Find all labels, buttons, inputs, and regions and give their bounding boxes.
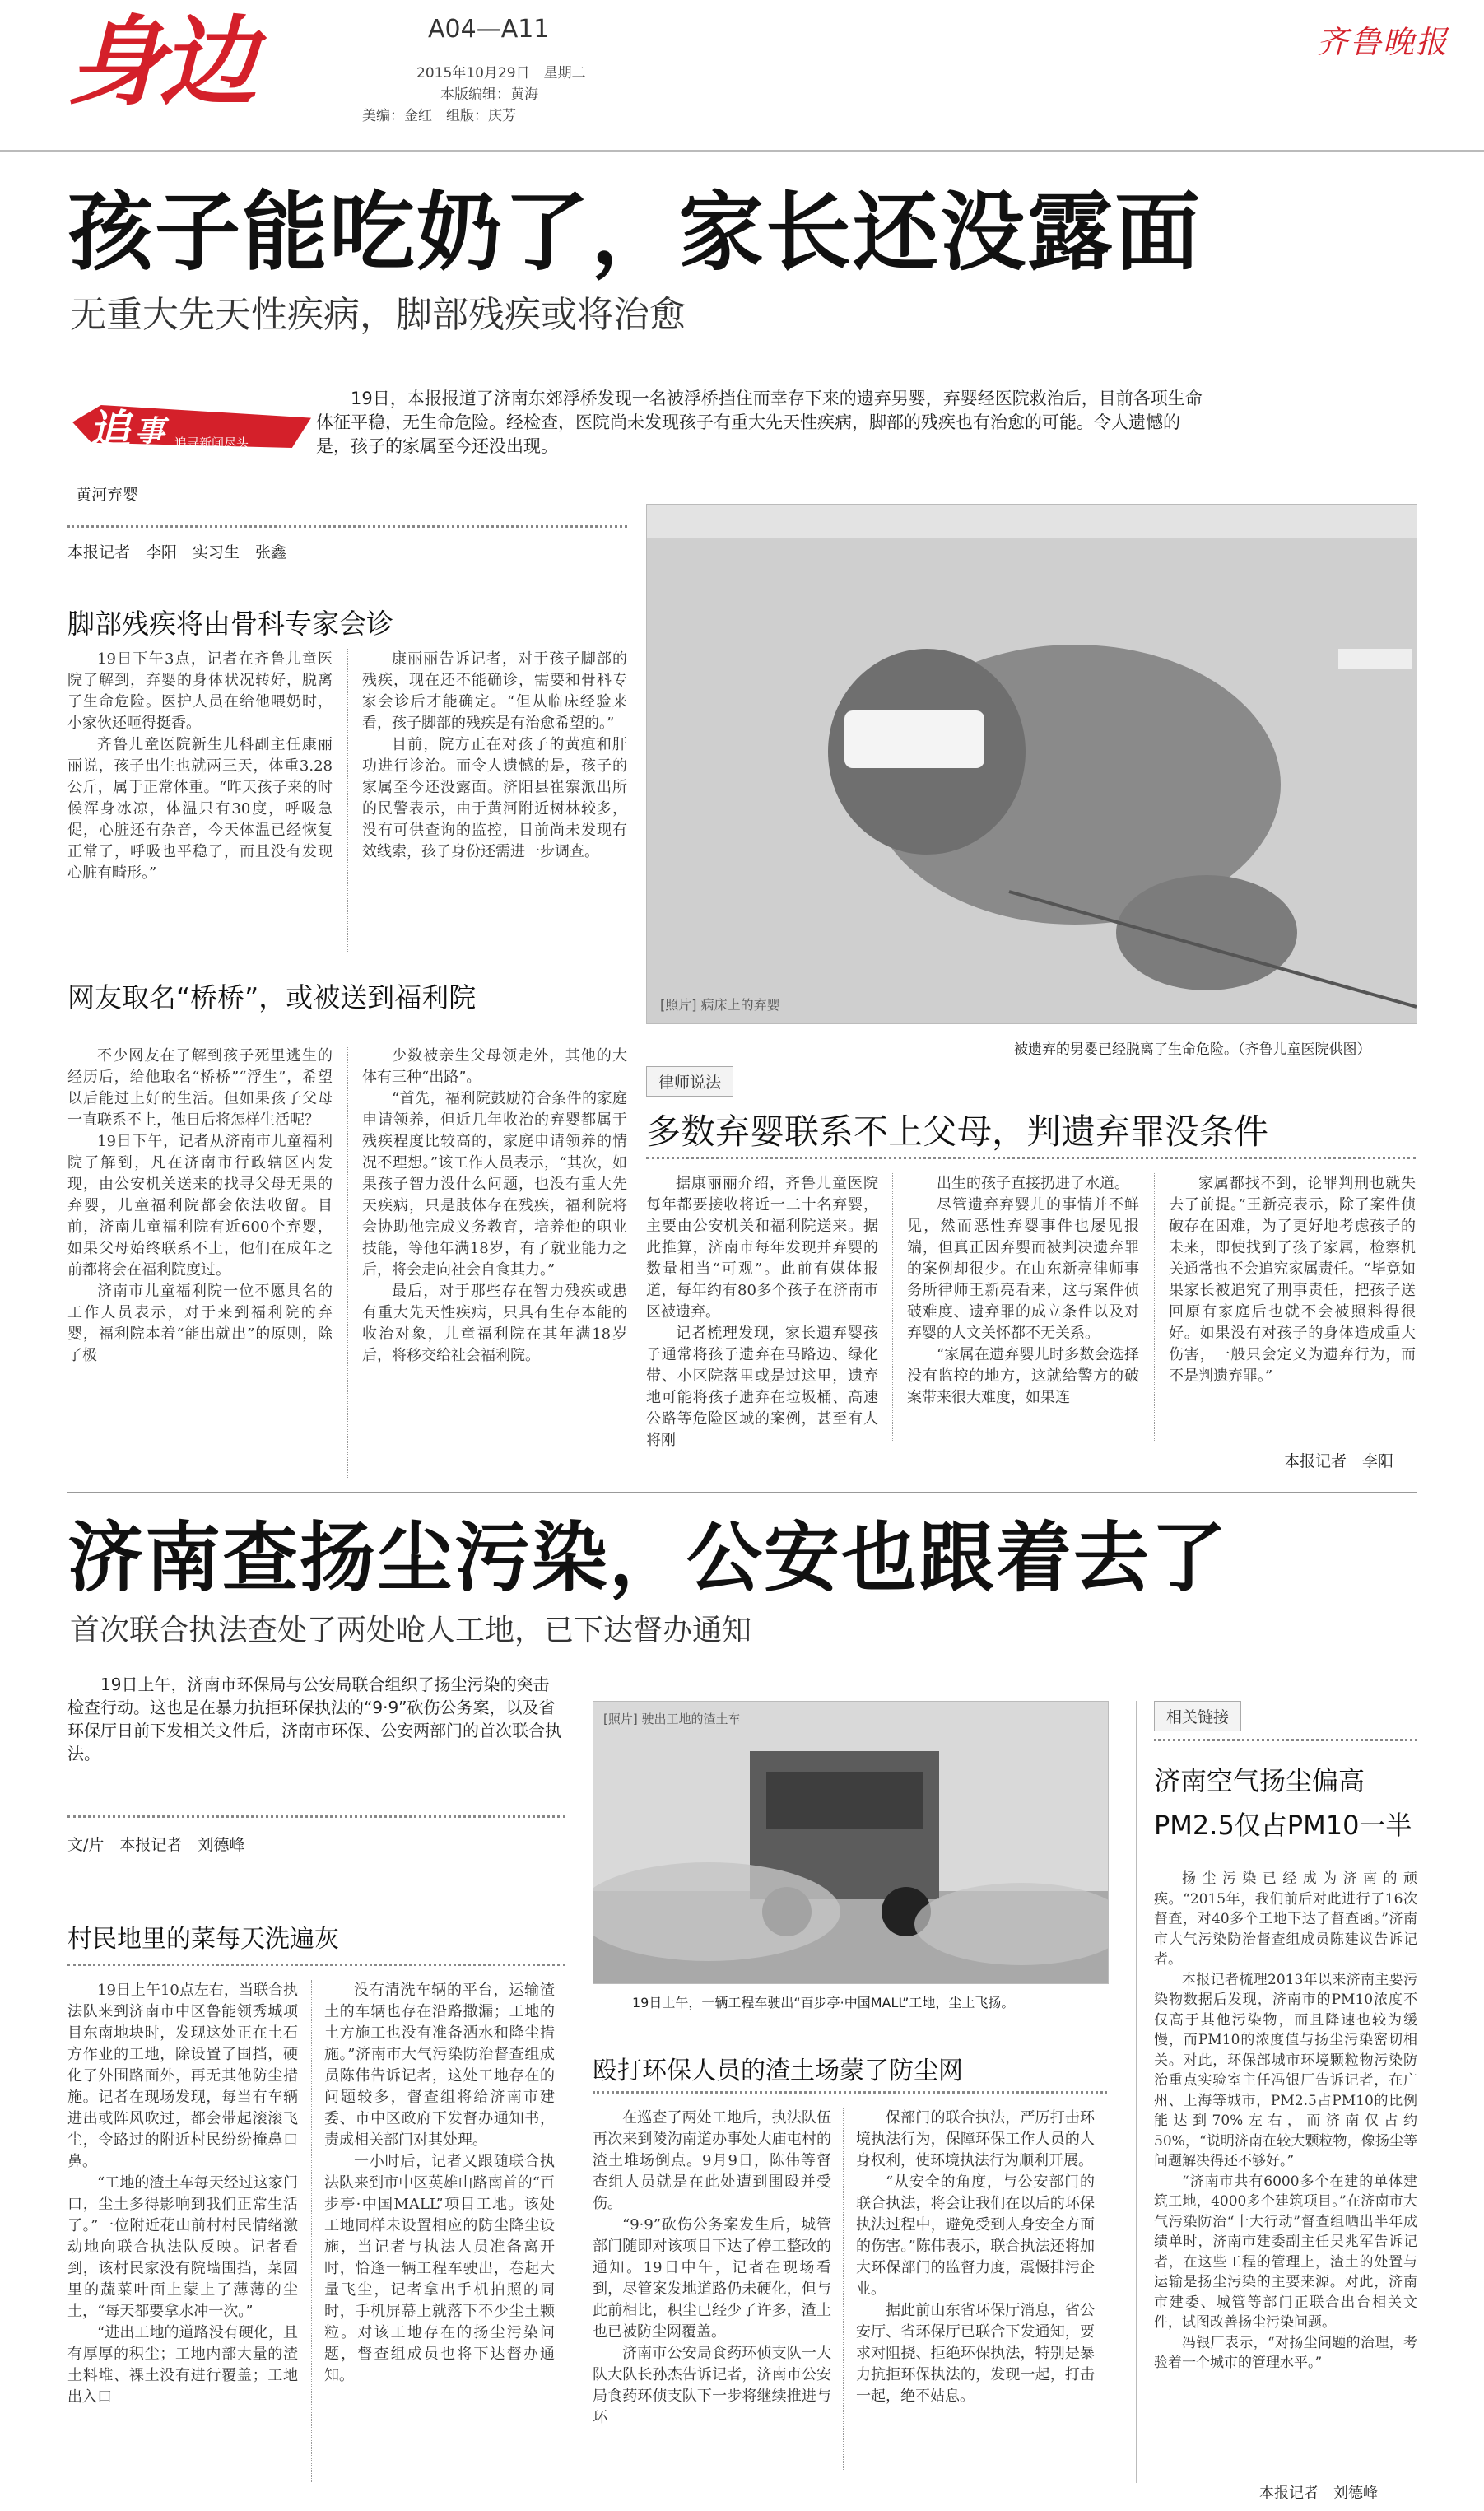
lawyer-tag: 律师说法: [646, 1066, 733, 1097]
truck-photo-caption: 19日上午，一辆工程车驶出“百步亭·中国MALL”工地，尘土飞扬。: [632, 1995, 1015, 2010]
story1-sub2: 网友取名“桥桥”，或被送到福利院: [67, 981, 477, 1013]
section-title: 身边: [67, 5, 253, 119]
lawyer-col-1: 据康丽丽介绍，齐鲁儿童医院每年都要接收将近一二十名弃婴，主要由公安机关和福利院送来。据此推算，济南市每年发现并弃婴的数量相当“可观”。此前有媒体报道，每年约有80多个孩子在济南市区被遗弃。 记者梳理发现，家长遗弃婴孩子通常将孩子遗弃在马路边、绿化带、小区院落里或是过这里，遗弃地可能将孩子遗弃在垃圾桶、高速公路等危险区域的案例，甚至有人将刚: [646, 1175, 878, 1449]
tag-second-char: 事: [135, 415, 165, 449]
masthead-rule: [0, 150, 1484, 152]
sub2-col-1: 不少网友在了解到孩子死里逃生的经历后，给他取名“桥桥”“浮生”，希望以后能过上好的生活。但如果孩子父母一直联系不上，他日后将怎样生活呢？ 19日下午，记者从济南市儿童福利院了解到，凡在济南市行政辖区内发现，由公安机关送来的找寻父母无果的弃婴，儿童福利院都会依法收留。目前，济南儿童福利院有近600个弃婴，如果父母始终联系不上，他们在成年之前都将会在福利院度过。 济南市儿童福利院一位不愿具名的工作人员表示，对于来到福利院的弃婴，福利院本着“能出就出”的原则，除了极: [67, 1047, 333, 1364]
story1-headline: 孩子能吃奶了，家长还没露面: [67, 182, 1203, 282]
baby-photo-label: [照片] 病床上的弃婴: [660, 997, 780, 1013]
sidebar-headline-2: PM2.5仅占PM10一半: [1154, 1810, 1412, 1841]
lawyer-byline: 本报记者 李阳: [1284, 1452, 1394, 1470]
lawyer-col-2: 出生的孩子直接扔进了水道。 尽管遗弃弃婴儿的事情并不鲜见，然而恶性弃婴事件也屡见报端，但真正因弃婴而被判决遗弃罪的案例却很少。在山东新亮律师事务所律师王新亮看来，这与案件侦破难度、遗弃罪的成立条件以及对弃婴的人文关怀都不无关系。 “家属在遗弃婴儿时多数会选择没有监控的地方，这就给警方的破案带来很大难度，如果连: [907, 1175, 1139, 1406]
baby-photo: [646, 504, 1417, 1024]
sidebar-headline-1: 济南空气扬尘偏高: [1154, 1765, 1365, 1796]
tag-small-text: 追寻新闻尽头: [174, 436, 249, 450]
story1-byline: 本报记者 李阳 实习生 张鑫: [67, 543, 287, 561]
story2-intro: 19日上午，济南市环保局与公安局联合组织了扬尘污染的突击检查行动。这也是在暴力抗拒环保执法的“9·9”砍伤公务案，以及省环保厅日前下发相关文件后，济南市环保、公安两部门的首次联合执法。: [67, 1675, 561, 1763]
sidebar-byline: 本报记者 刘德峰: [1259, 2485, 1378, 2502]
editor-credit: 本版编辑：黄海: [440, 86, 538, 103]
issue-date: 2015年10月29日 星期二: [416, 65, 586, 82]
sidebar-tag: 相关链接: [1154, 1701, 1241, 1731]
story2-col-4: 保部门的联合执法，严厉打击环境执法行为，保障环保工作人员的人身权利，使环境执法行为顺利开展。 “从安全的角度，与公安部门的联合执法，将会让我们在以后的环保执法过程中，避免受到人身安全方面的伤害。”陈伟表示，联合执法还将加大环保部门的监督力度，震慑排污企业。 据此前山东省环保厅消息，省公安厅、省环保厅已联合下发通知，要求对阻挠、拒绝环保执法，特别是暴力抗拒环保执法的，发现一起，打击一起，绝不姑息。: [856, 2109, 1095, 2405]
truck-photo-illustration: [593, 1702, 1108, 1983]
sidebar-col: 扬尘污染已经成为济南的顽疾。“2015年，我们前后对此进行了16次督查，对40多个工地下达了督查函。”济南市大气污染防治督查组成员陈建议告诉记者。 本报记者梳理2013年以来济南主要污染物数据后发现，济南市的PM10浓度不仅高于其他污染物，而且降速也较为缓慢，而PM10的浓度值与扬尘污染密切相关。对此，环保部城市环境颗粒物污染防治重点实验室主任冯银厂告诉记者，在广州、上海等城市，PM2.5占PM10的比例能达到70%左右，而济南仅占约50%，“说明济南在较大颗粒物，像扬尘等问题解决得还不够好。” “济南市共有6000多个在建的单体建筑工地，4000多个建筑项目。”在济南市大气污染防治“十大行动”督查组晒出半年成绩单时，济南市建委副主任吴兆军告诉记者，在这些工程的管理上，渣土的处置与运输是扬尘污染的主要来源。对此，济南市建委、城管等部门正联合出台相关文件，试图改善扬尘污染问题。 冯银厂表示，“对扬尘问题的治理，考验着一个城市的管理水平。”: [1154, 1870, 1417, 2371]
story2-subhead: 首次联合执法查处了两处呛人工地，已下达督办通知: [70, 1614, 752, 1647]
story1-subhead: 无重大先天性疾病，脚部残疾或将治愈: [70, 294, 686, 336]
truck-photo: [593, 1701, 1109, 1984]
story2-sub2: 殴打环保人员的渣土场蒙了防尘网: [593, 2057, 963, 2085]
story2-col-1: 19日上午10点左右，当联合执法队来到济南市中区鲁能领秀城项目东南地块时，发现这处正在土石方作业的工地，除设置了围挡，硬化了外围路面外，再无其他防尘措施。记者在现场发现，每当有车辆进出或阵风吹过，都会带起滚滚飞尘，令路过的附近村民纷纷掩鼻口鼻。 “工地的渣土车每天经过这家门口，尘土多得影响到我们正常生活了。”一位附近花山前村村民情绪激动地向联合执法队反映。记者看到，该村民家没有院墙围挡，菜园里的蔬菜叶面上蒙上了薄薄的尘土，“每天都要拿水冲一次。” “进出工地的道路没有硬化，且有厚厚的积尘；工地内部大量的渣土料堆、裸土没有进行覆盖；工地出入口: [67, 1982, 298, 2406]
story1-sub1: 脚部残疾将由骨科专家会诊: [67, 608, 393, 640]
story2-sub1: 村民地里的菜每天洗遍灰: [67, 1925, 339, 1954]
baby-photo-illustration: [647, 505, 1417, 1023]
story2-col-3: 在巡查了两处工地后，执法队伍再次来到陵沟南道办事处大庙屯村的渣土堆场倒点。9月9日，陈伟等督查组人员就是在此处遭到围殴并受伤。 “9·9”砍伤公务案发生后，城管部门随即对该项目下达了停工整改的通知。19日中午，记者在现场看到，尽管案发地道路仍未硬化，但与此前相比，积尘已经少了许多，渣土也已被防尘网覆盖。 济南市公安局食药环侦支队一大队大队长孙杰告诉记者，济南市公安局食药环侦支队下一步将继续推进与环: [593, 2109, 831, 2426]
truck-photo-label: [照片] 驶出工地的渣土车: [603, 1712, 741, 1726]
tag-caption: 黄河弃婴: [76, 486, 139, 504]
page-range: A04—A11: [428, 15, 550, 44]
art-editor-credit: 美编：金红 组版：庆芳: [362, 108, 516, 124]
story2-byline: 文/片 本报记者 刘德峰: [67, 1836, 245, 1854]
story1-intro: 19日，本报报道了济南东郊浮桥发现一名被浮桥挡住而幸存下来的遗弃男婴，弃婴经医院救治后，目前各项生命体征平稳，无生命危险。经检查，医院尚未发现孩子有重大先天性疾病，脚部的残疾也有治愈的可能。令人遗憾的是，孩子的家属至今还没出现。: [316, 389, 1203, 456]
baby-photo-caption: 被遗弃的男婴已经脱离了生命危险。（齐鲁儿童医院供图）: [1014, 1041, 1371, 1058]
story2-headline: 济南查扬尘污染，公安也跟着去了: [67, 1514, 1229, 1602]
paper-logo: 齐鲁晚报: [1317, 24, 1449, 60]
sub1-col-1: 19日下午3点，记者在齐鲁儿童医院了解到，弃婴的身体状况转好，脱离了生命危险。医护人员在给他喂奶时，小家伙还咂得挺香。 齐鲁儿童医院新生儿科副主任康丽丽说，孩子出生也就两三天，体重3.28公斤，属于正常体重。“昨天孩子来的时候浑身冰凉，体温只有30度，呼吸急促，心脏还有杂音，今天体温已经恢复正常了，呼吸也平稳了，而且没有发现心脏有畸形。”: [67, 650, 333, 882]
lawyer-headline: 多数弃婴联系不上父母，判遗弃罪没条件: [646, 1111, 1269, 1152]
story2-col-2: 没有清洗车辆的平台，运输渣土的车辆也存在沿路撒漏；工地的土方施工也没有准备洒水和降尘措施。”济南市大气污染防治督查组成员陈伟告诉记者，这处工地存在的问题较多，督查组将给济南市建委、市中区政府下发督办通知书，责成相关部门对其处理。 一小时后，记者又跟随联合执法队来到市中区英雄山路南首的“百步亭·中国MALL”项目工地。该处工地同样未设置相应的防尘降尘设施，当记者与执法人员准备离开时，恰逢一辆工程车驶出，卷起大量飞尘，记者拿出手机拍照的同时，手机屏幕上就落下不少尘土颗粒。对该工地存在的扬尘污染问题，督查组成员也将下达督办通知。: [324, 1982, 555, 2384]
tag-main-char: 追: [89, 406, 130, 454]
sub2-col-2: 少数被亲生父母领走外，其他的大体有三种“出路”。 “首先，福利院鼓励符合条件的家庭申请领养，但近几年收治的弃婴都属于残疾程度比较高的，家庭申请领养的情况不理想。”该工作人员表示，“其次，如果孩子智力没什么问题，也没有重大先天疾病，只是肢体存在残疾，福利院将会协助他完成义务教育，培养他的职业技能，等他年满18岁，有了就业能力之后，将会走向社会自食其力。” 最后，对于那些存在智力残疾或患有重大先天性疾病，只具有生存本能的收治对象，儿童福利院在其年满18岁后，将移交给社会福利院。: [362, 1047, 627, 1364]
sub1-col-2: 康丽丽告诉记者，对于孩子脚部的残疾，现在还不能确诊，需要和骨科专家会诊后才能确定。“但从临床经验来看，孩子脚部的残疾是有治愈希望的。” 目前，院方正在对孩子的黄疸和肝功进行诊治。而令人遗憾的是，孩子的家属至今还没露面。济阳县崔寨派出所的民警表示，由于黄河附近树林较多，没有可供查询的监控，目前尚未发现有效线索，孩子身份还需进一步调查。: [362, 650, 627, 860]
lawyer-col-3: 家属都找不到，论罪判刑也就失去了前提。”王新亮表示，除了案件侦破存在困难，为了更好地考虑孩子的未来，即使找到了孩子家属，检察机关通常也不会追究家属责任。“毕竟如果家长被追究了刑事责任，把孩子送回原有家庭后也就不会被照料得很好。如果没有对孩子的身体造成重大伤害，一般只会定义为遗弃行为，而不是判遗弃罪。”: [1169, 1175, 1416, 1385]
